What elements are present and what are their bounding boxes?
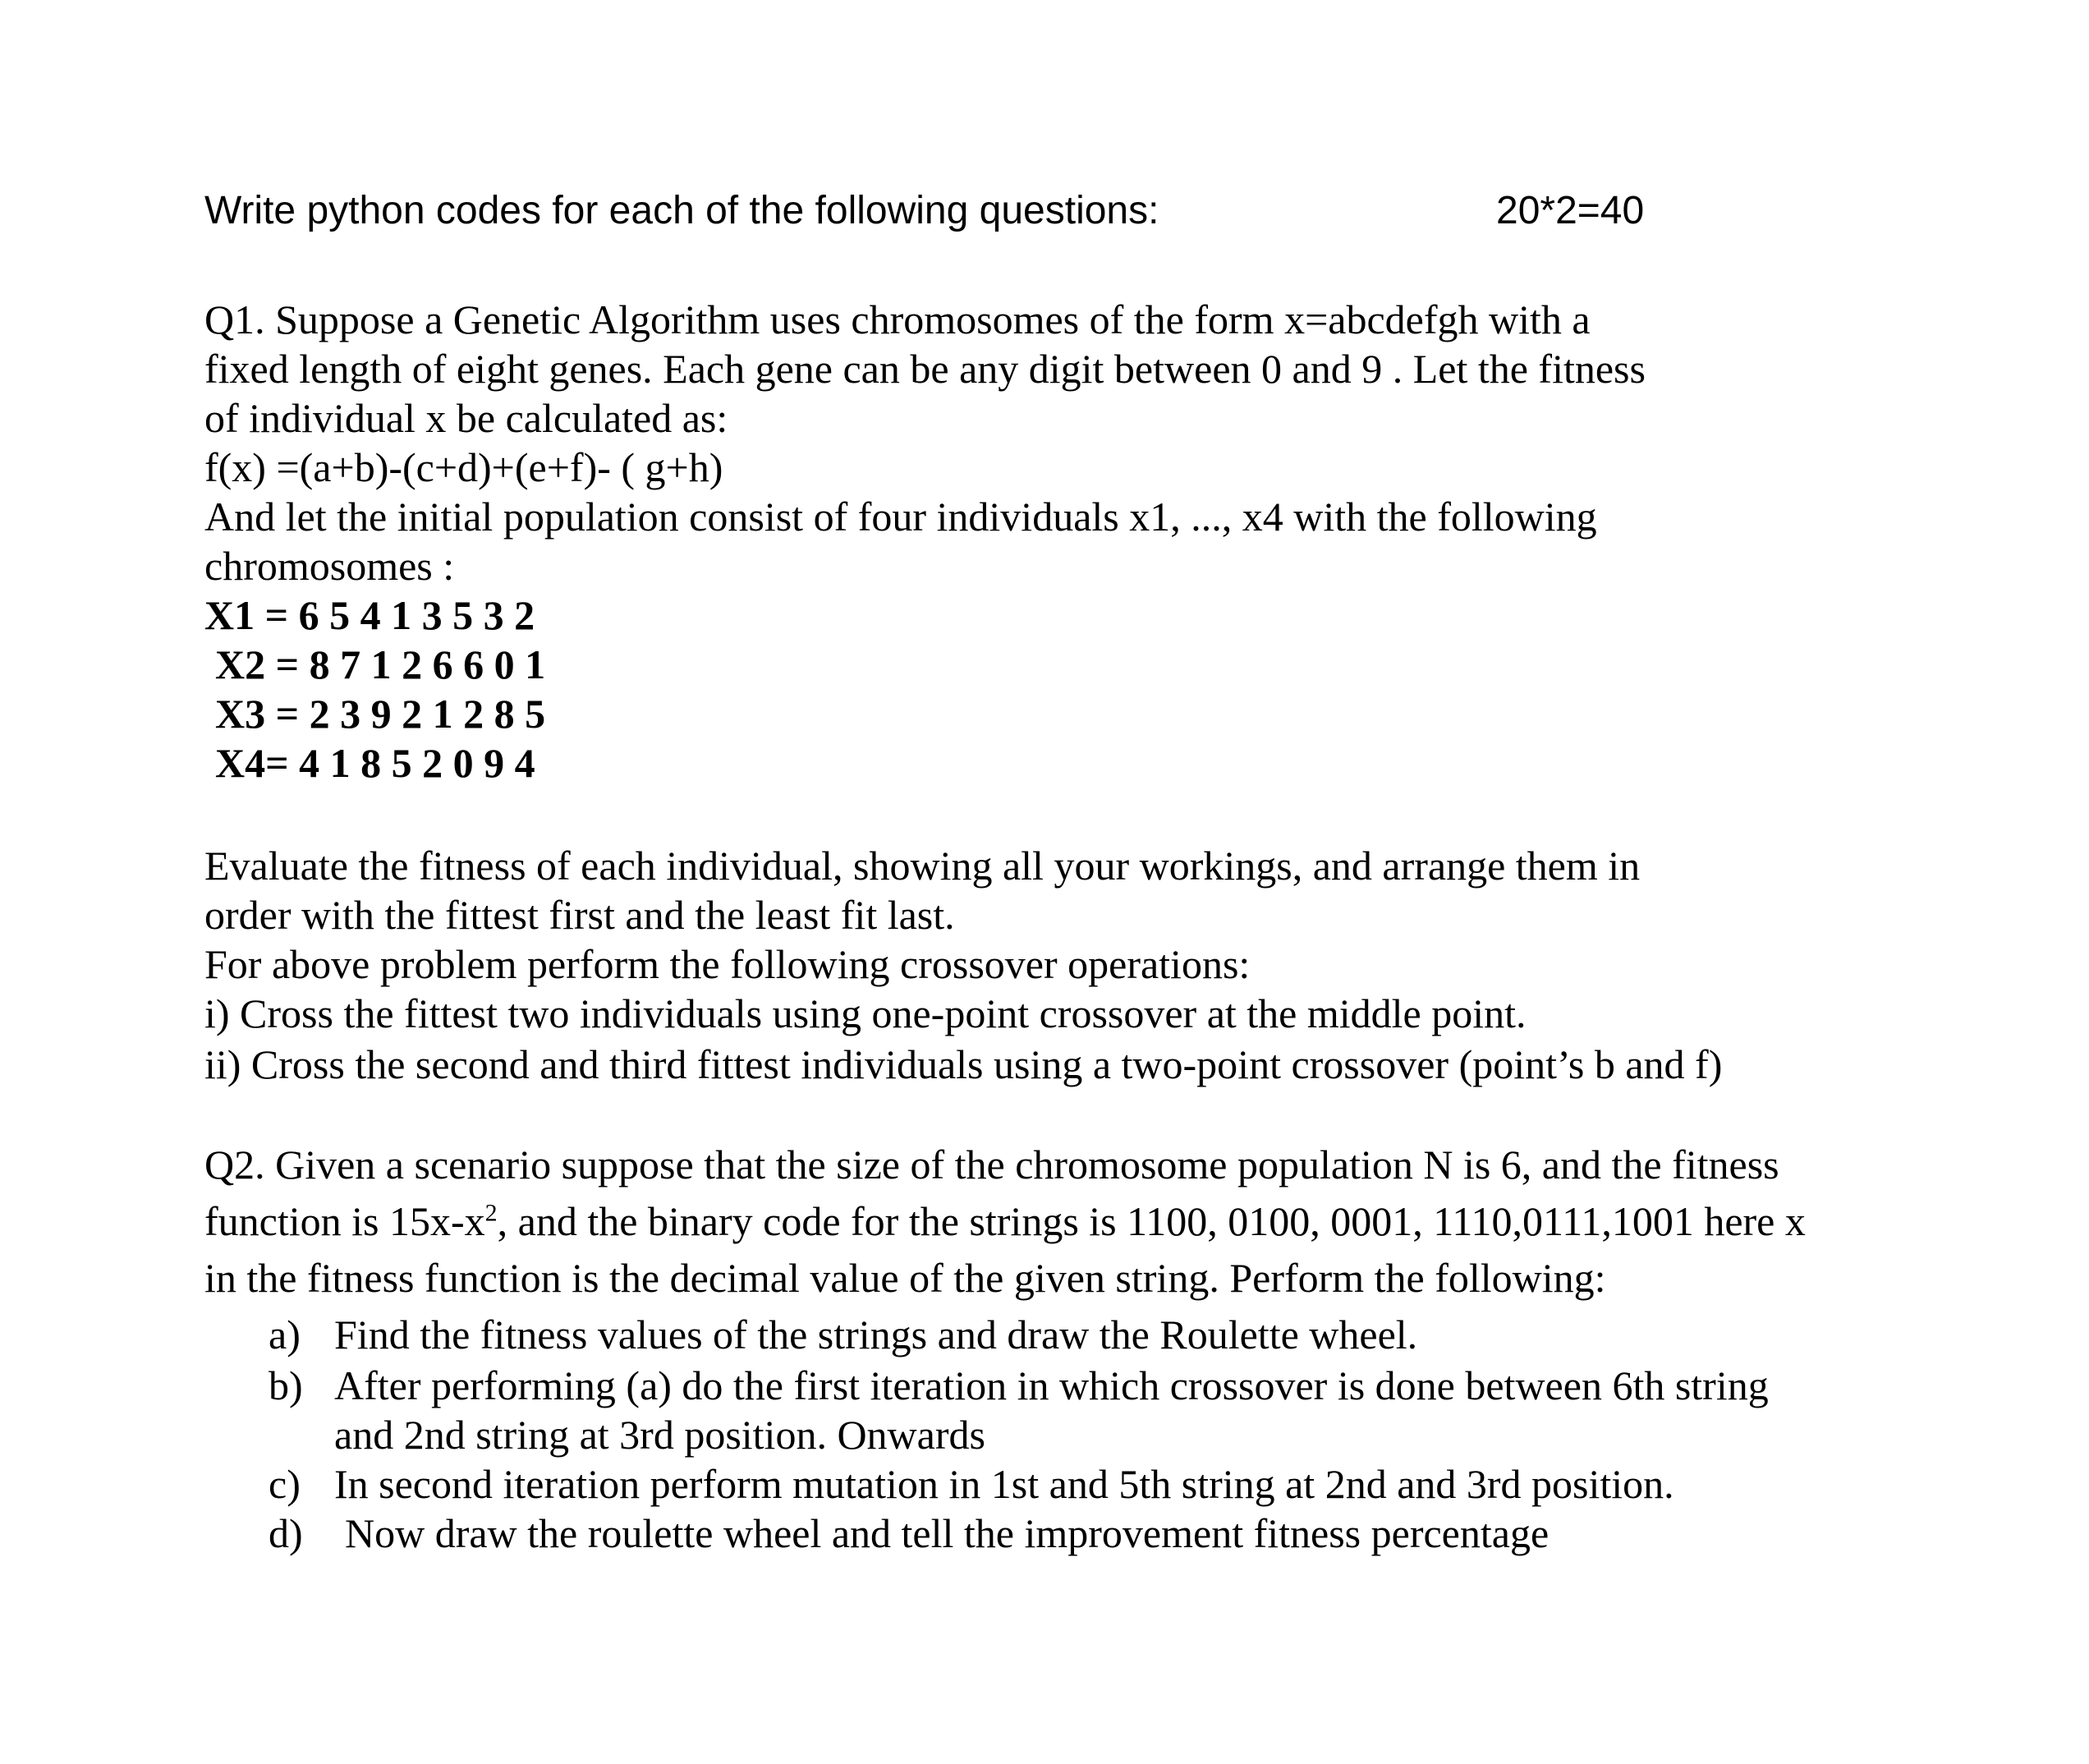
q2-line-1: Q2. Given a scenario suppose that the size of the chromosome population N is 6, and the fitness bbox=[204, 1142, 1779, 1187]
chromosome-x3: X3 = 2 3 9 2 1 2 8 5 bbox=[215, 691, 546, 737]
chromosome-x1: X1 = 6 5 4 1 3 5 3 2 bbox=[204, 592, 535, 638]
q2-line-2-start: function is 15x-x bbox=[204, 1198, 485, 1244]
q2-item-d-marker: d) bbox=[269, 1510, 303, 1556]
q2-line-2 bbox=[204, 1198, 1806, 1244]
chromosome-x4: X4= 4 1 8 5 2 0 9 4 bbox=[215, 740, 535, 786]
q2-item-a-marker: a) bbox=[269, 1312, 301, 1357]
q1-task-i: i) Cross the fittest two individuals using one-point crossover at the middle point. bbox=[204, 990, 1527, 1036]
q2-item-c-text: In second iteration perform mutation in 1st and 5th string at 2nd and 3rd position. bbox=[334, 1461, 1674, 1507]
q2-line-2-end: , and the binary code for the strings is 1100, 0100, 0001, 1110,0111,1001 here x bbox=[497, 1198, 1806, 1244]
q2-item-b-text-1: After performing (a) do the first iteration in which crossover is done between 6th string bbox=[334, 1362, 1769, 1408]
marks-label: 20*2=40 bbox=[1496, 189, 1645, 232]
q1-line-5: And let the initial population consist of four individuals x1, ..., x4 with the following bbox=[204, 494, 1597, 540]
q2-item-c-marker: c) bbox=[269, 1461, 301, 1507]
q1-line-2: fixed length of eight genes. Each gene can be any digit between 0 and 9 . Let the fitness bbox=[204, 346, 1646, 392]
q2-line-3: in the fitness function is the decimal value of the given string. Perform the following: bbox=[204, 1255, 1606, 1301]
q1-line-6: chromosomes : bbox=[204, 543, 455, 589]
q1-line-1: Q1. Suppose a Genetic Algorithm uses chromosomes of the form x=abcdefgh with a bbox=[204, 296, 1591, 342]
q1-task-line-1: Evaluate the fitness of each individual, showing all your workings, and arrange them in bbox=[204, 843, 1641, 889]
instruction-heading: Write python codes for each of the following questions: bbox=[204, 189, 1159, 232]
q1-task-line-2: order with the fittest first and the least fit last. bbox=[204, 892, 955, 938]
q2-item-d-text: Now draw the roulette wheel and tell the improvement fitness percentage bbox=[345, 1510, 1550, 1556]
q1-task-line-3: For above problem perform the following crossover operations: bbox=[204, 941, 1251, 987]
q1-task-ii: ii) Cross the second and third fittest individuals using a two-point crossover (point’s b and f) bbox=[204, 1041, 1723, 1087]
chromosome-x2: X2 = 8 7 1 2 6 6 0 1 bbox=[215, 641, 546, 687]
q1-line-3: of individual x be calculated as: bbox=[204, 395, 728, 441]
q2-item-b-marker: b) bbox=[269, 1362, 303, 1408]
q2-item-a-text: Find the fitness values of the strings and draw the Roulette wheel. bbox=[334, 1312, 1418, 1357]
q2-item-b-text-2: and 2nd string at 3rd position. Onwards bbox=[334, 1412, 985, 1458]
fitness-formula: f(x) =(a+b)-(c+d)+(e+f)- ( g+h) bbox=[204, 444, 723, 490]
exponent: 2 bbox=[484, 1199, 498, 1227]
